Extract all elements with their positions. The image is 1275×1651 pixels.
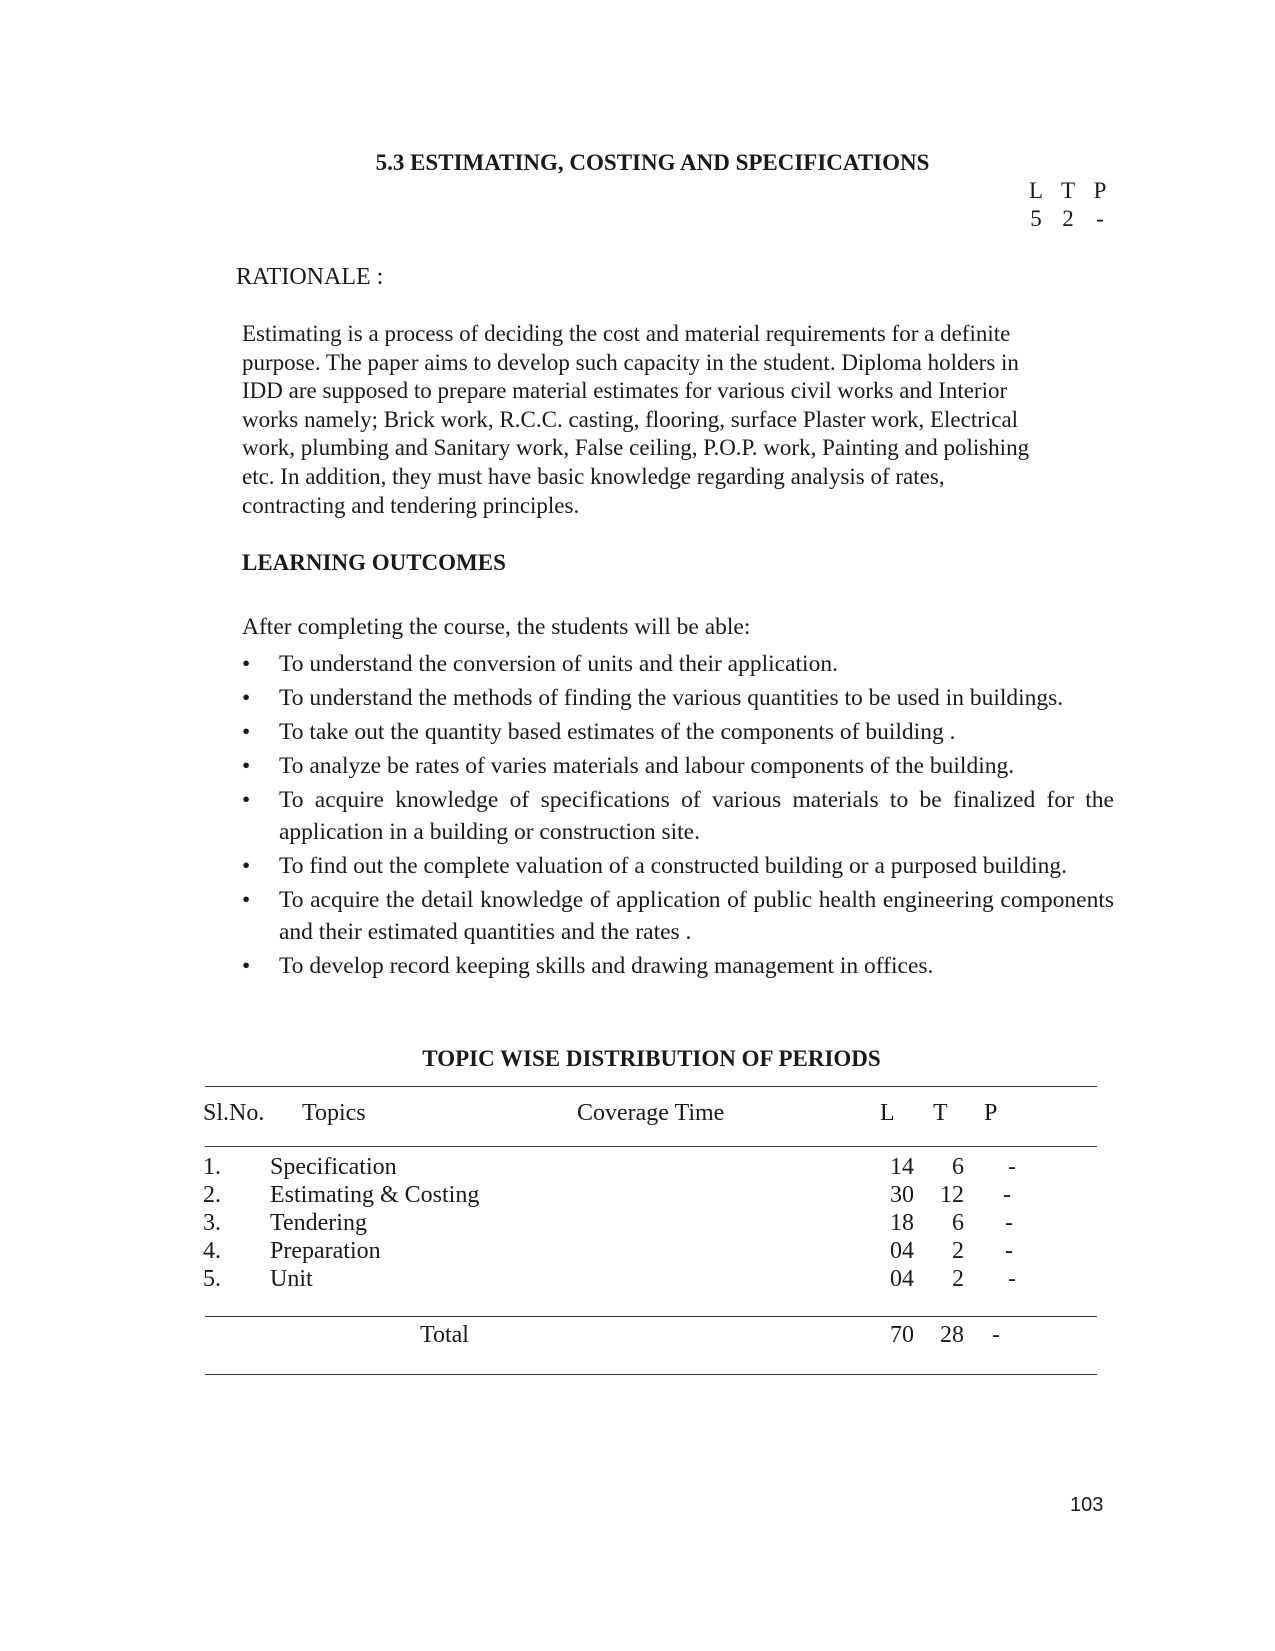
row-topic: Unit: [270, 1266, 313, 1292]
ltp-header: [1020, 178, 1120, 204]
table-rule-bottom: [205, 1374, 1097, 1375]
row-t: 12: [940, 1182, 964, 1208]
rationale-line: works namely; Brick work, R.C.C. casting, flooring, surface Plaster work, Electrical: [242, 406, 1019, 432]
row-t: 2: [952, 1238, 964, 1264]
row-p: -: [1003, 1182, 1011, 1208]
row-p: -: [1005, 1210, 1013, 1236]
list-item-text: To find out the complete valuation of a constructed building or a purposed building.: [279, 853, 1068, 879]
row-t: 6: [952, 1210, 964, 1236]
ltp-value-l: 5: [1030, 206, 1042, 231]
list-item: [242, 716, 1114, 748]
list-item-text: To take out the quantity based estimates of the components of building .: [279, 719, 956, 745]
row-t: 2: [952, 1266, 964, 1292]
row-number: 1.: [203, 1154, 221, 1180]
page-title: 5.3 ESTIMATING, COSTING AND SPECIFICATIONS: [375, 150, 930, 175]
ltp-value-t: 2: [1062, 206, 1074, 231]
rationale-line: IDD are supposed to prepare material estimates for various civil works and Interior: [242, 378, 1008, 404]
ltp-header-t: T: [1060, 178, 1076, 203]
ltp-header-p: P: [1093, 178, 1107, 203]
list-item: [242, 648, 1114, 680]
row-number: 3.: [203, 1210, 221, 1236]
page-number: 103: [1070, 1494, 1104, 1516]
row-number: 4.: [203, 1238, 221, 1264]
row-topic: Tendering: [270, 1210, 367, 1236]
list-item-text: To develop record keeping skills and drawing management in offices.: [279, 953, 934, 979]
row-p: -: [1005, 1238, 1013, 1264]
row-l: 04: [890, 1238, 914, 1264]
table-rule-header: [205, 1146, 1097, 1147]
list-item: [242, 750, 1114, 782]
list-item-text: To understand the conversion of units and their application.: [279, 651, 838, 677]
rationale-line: work, plumbing and Sanitary work, False ceiling, P.O.P. work, Painting and polishing: [242, 435, 1030, 461]
rationale-line: Estimating is a process of deciding the cost and material requirements for a definite: [242, 321, 1011, 346]
ltp-value-p: -: [1096, 206, 1104, 231]
list-item-text: To acquire knowledge of specifications of various materials to be finalized for the application in a building or construction site.: [279, 787, 1114, 845]
row-l: 04: [890, 1266, 914, 1292]
bullet-icon: •: [242, 787, 251, 813]
list-item: [242, 784, 1114, 848]
row-topic: Estimating & Costing: [270, 1182, 480, 1208]
ltp-values: [1020, 206, 1120, 232]
header-t: T: [933, 1100, 948, 1126]
list-item: [242, 850, 1114, 882]
row-t: 6: [952, 1154, 964, 1180]
row-p: -: [1008, 1266, 1016, 1292]
row-number: 2.: [203, 1182, 221, 1208]
row-l: 18: [890, 1210, 914, 1236]
rationale-label: RATIONALE :: [236, 264, 384, 290]
bullet-icon: •: [242, 651, 251, 677]
row-number: 5.: [203, 1266, 221, 1292]
learning-outcomes-intro: After completing the course, the students will be able:: [242, 614, 751, 640]
bullet-icon: •: [242, 753, 251, 779]
header-slno: Sl.No.: [203, 1100, 265, 1126]
total-t: 28: [940, 1322, 964, 1348]
list-item: [242, 682, 1114, 714]
header-p: P: [984, 1100, 998, 1126]
bullet-icon: •: [242, 953, 251, 979]
table-rule-total: [205, 1316, 1097, 1317]
list-item: [242, 950, 1114, 982]
bullet-icon: •: [242, 853, 251, 879]
bullet-icon: •: [242, 887, 251, 913]
rationale-line: purpose. The paper aims to develop such capacity in the student. Diploma holders in: [242, 349, 1019, 375]
header-coverage-time: Coverage Time: [577, 1100, 725, 1126]
header-topics: Topics: [302, 1100, 366, 1126]
row-topic: Specification: [270, 1154, 397, 1180]
list-item-text: To analyze be rates of varies materials and labour components of the building.: [279, 753, 1015, 779]
total-p: -: [992, 1322, 1000, 1348]
list-item-text: To acquire the detail knowledge of application of public health engineering components and their estimated quantities and the rates .: [279, 887, 1114, 945]
row-l: 30: [890, 1182, 914, 1208]
row-topic: Preparation: [270, 1238, 381, 1264]
bullet-icon: •: [242, 685, 251, 711]
row-p: -: [1008, 1154, 1016, 1180]
list-item-text: To understand the methods of finding the various quantities to be used in buildings.: [279, 685, 1064, 711]
learning-outcomes-list: [242, 648, 1114, 984]
header-l: L: [880, 1100, 895, 1126]
list-item: [242, 884, 1114, 948]
table-rule-top: [205, 1086, 1097, 1087]
total-l: 70: [890, 1322, 914, 1348]
bullet-icon: •: [242, 719, 251, 745]
rationale-paragraph: [242, 320, 1102, 520]
rationale-line: contracting and tendering principles.: [242, 492, 580, 518]
topic-table-heading: TOPIC WISE DISTRIBUTION OF PERIODS: [422, 1046, 881, 1071]
learning-outcomes-heading: LEARNING OUTCOMES: [242, 550, 506, 575]
row-l: 14: [890, 1154, 914, 1180]
ltp-header-l: L: [1028, 178, 1044, 203]
rationale-line: etc. In addition, they must have basic knowledge regarding analysis of rates,: [242, 463, 945, 489]
total-label: Total: [420, 1322, 469, 1348]
